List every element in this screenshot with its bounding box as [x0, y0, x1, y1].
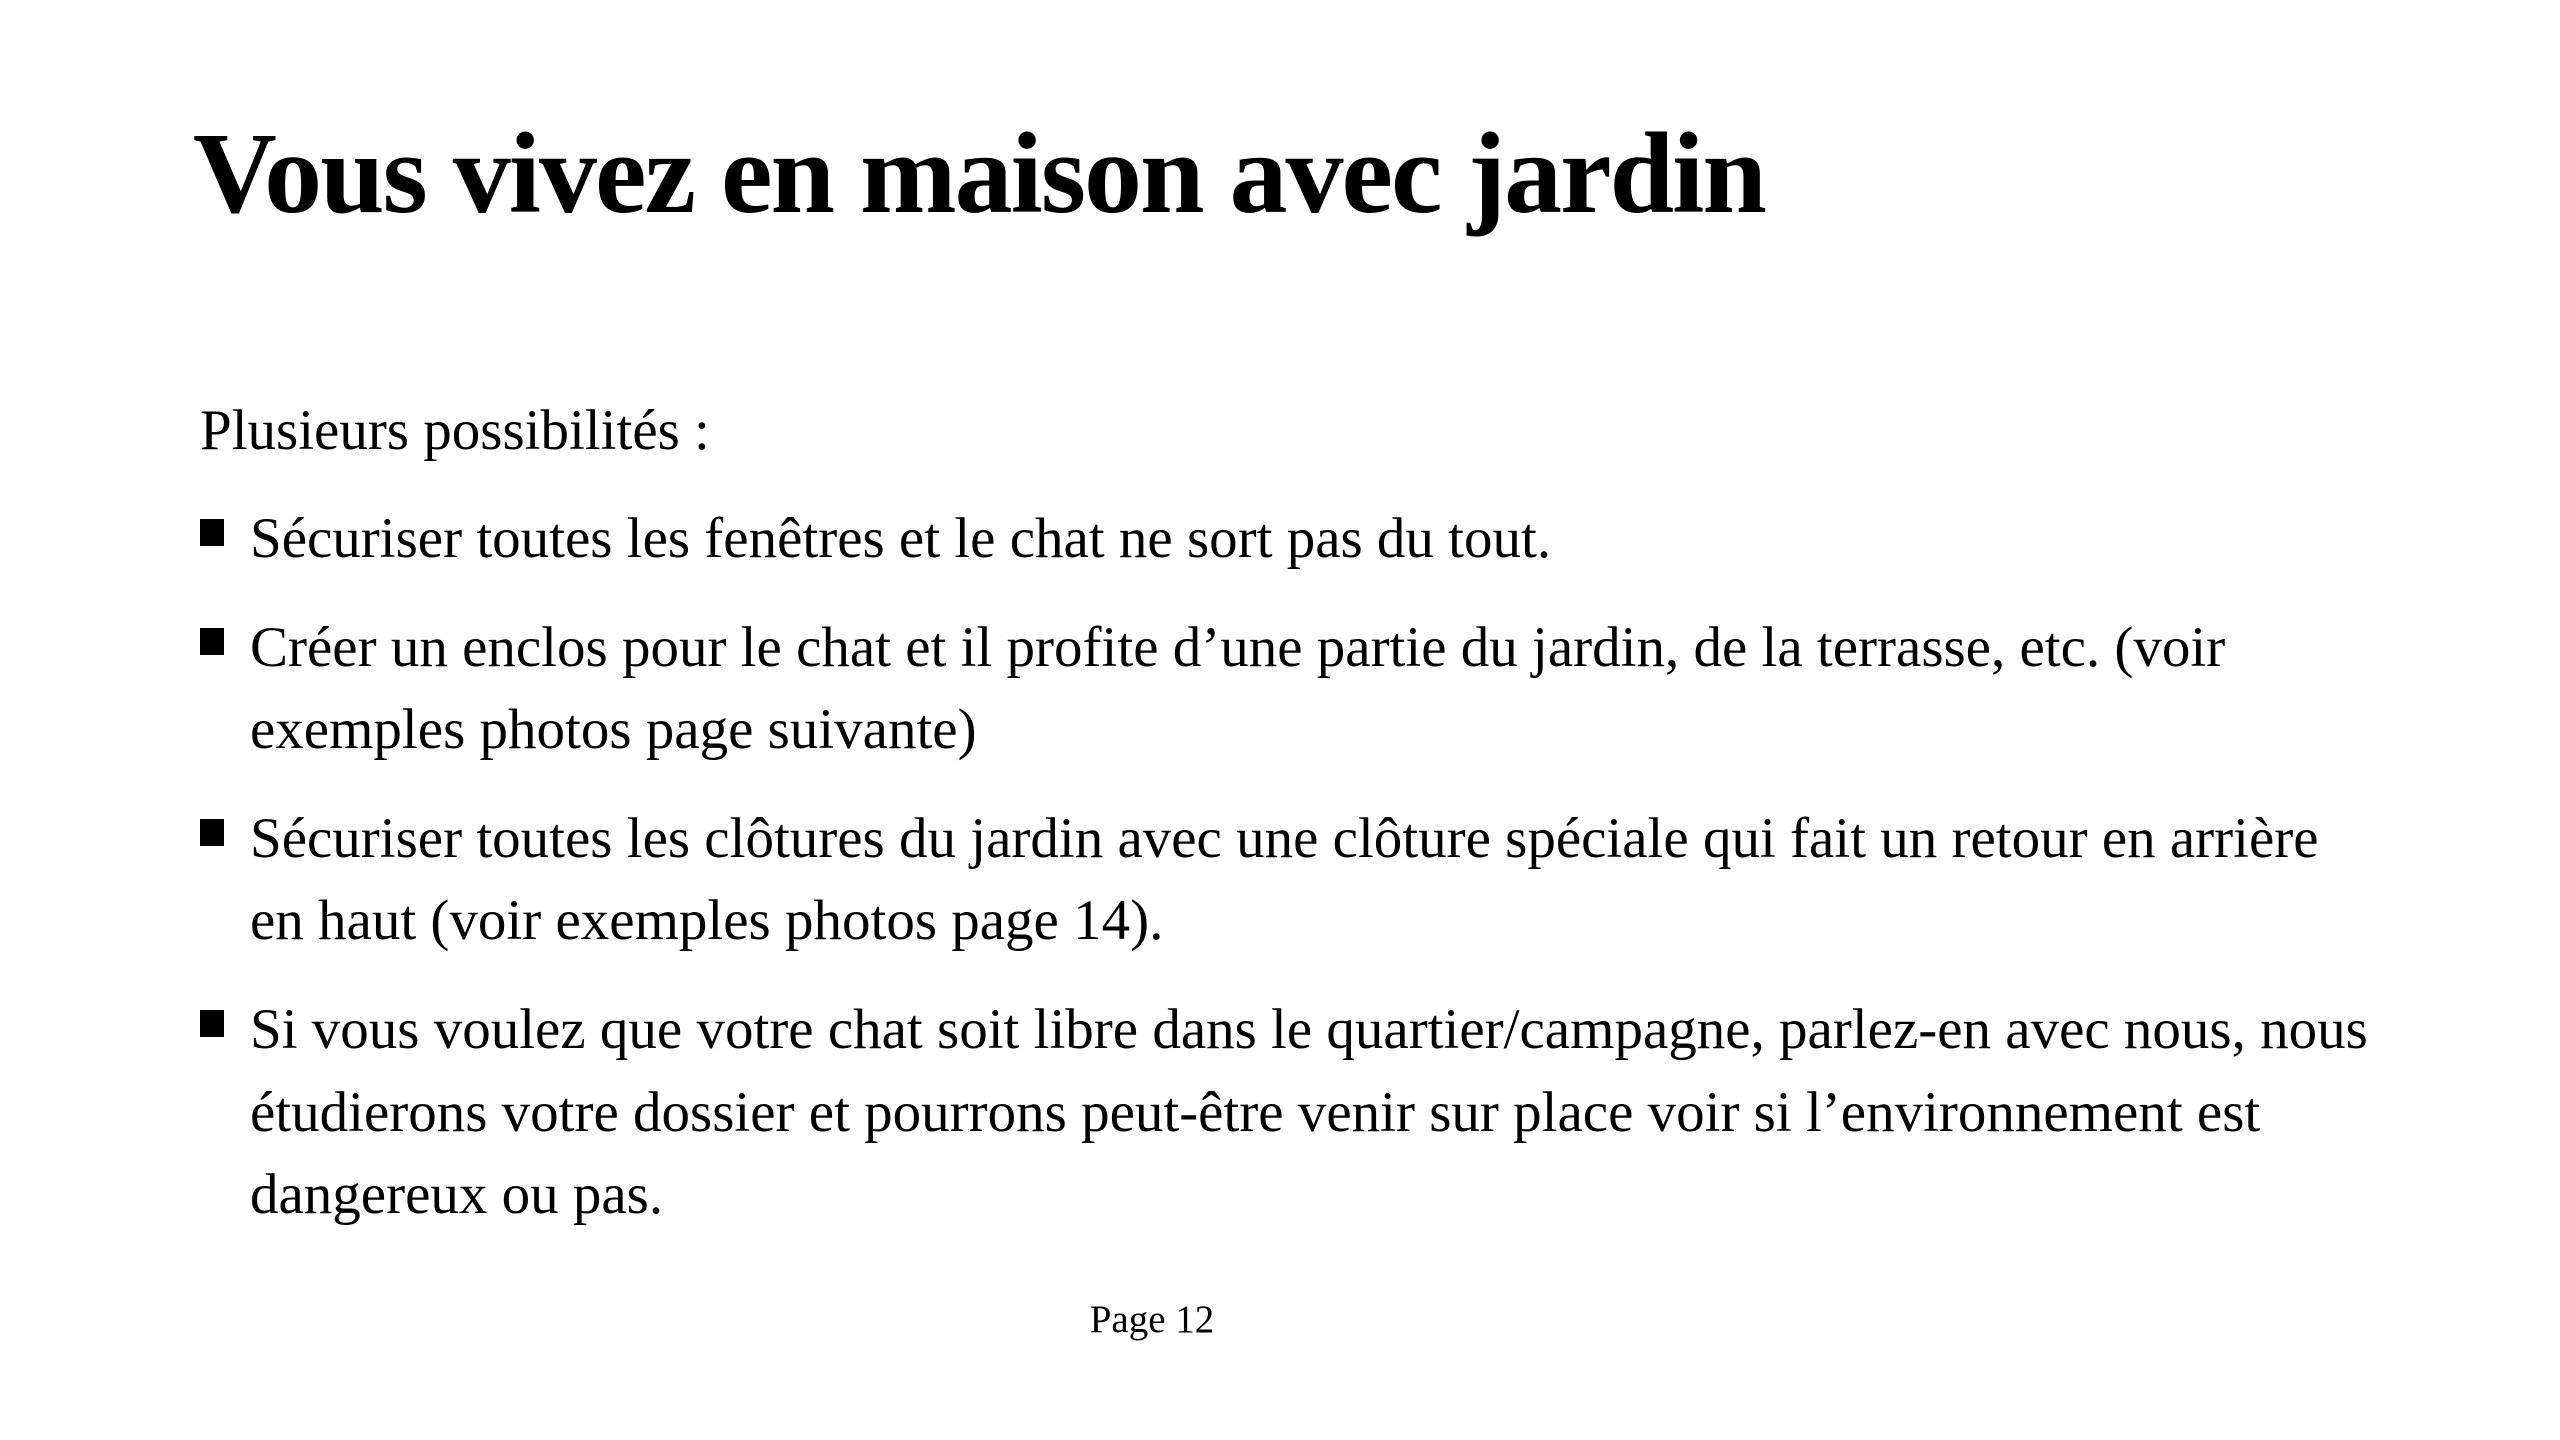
bullet-square-icon: [200, 819, 224, 846]
bullet-text: Créer un enclos pour le chat et il profite d’une partie du jardin, de la terrasse, etc. (voir exemples photos page suivante): [250, 616, 2226, 762]
page-number: Page 12: [1089, 1298, 1215, 1341]
bullet-text: Si vous voulez que votre chat soit libre dans le quartier/campagne, parlez-en avec nous, nous étudierons votre dossier et pourrons peut-être venir sur place voir si l’environnement est dangereux ou pas.: [250, 998, 2368, 1226]
intro-text: Plusieurs possibilités :: [200, 399, 710, 462]
slide-body: [200, 390, 2380, 1236]
bullet-text: Sécuriser toutes les fenêtres et le chat ne sort pas du tout.: [250, 507, 1552, 571]
bullet-text: Sécuriser toutes les clôtures du jardin avec une clôture spéciale qui fait un retour en arrière en haut (voir exemples photos page 14).: [250, 807, 2319, 953]
list-item: [200, 607, 2380, 771]
list-item: [200, 989, 2380, 1235]
list-item: [200, 498, 2380, 580]
list-item: [200, 798, 2380, 962]
bullet-square-icon: [200, 519, 224, 546]
bullet-list: [200, 498, 2380, 1236]
slide-title: Vous vivez en maison avec jardin: [193, 110, 1765, 238]
bullet-square-icon: [200, 628, 224, 655]
bullet-square-icon: [200, 1010, 224, 1037]
